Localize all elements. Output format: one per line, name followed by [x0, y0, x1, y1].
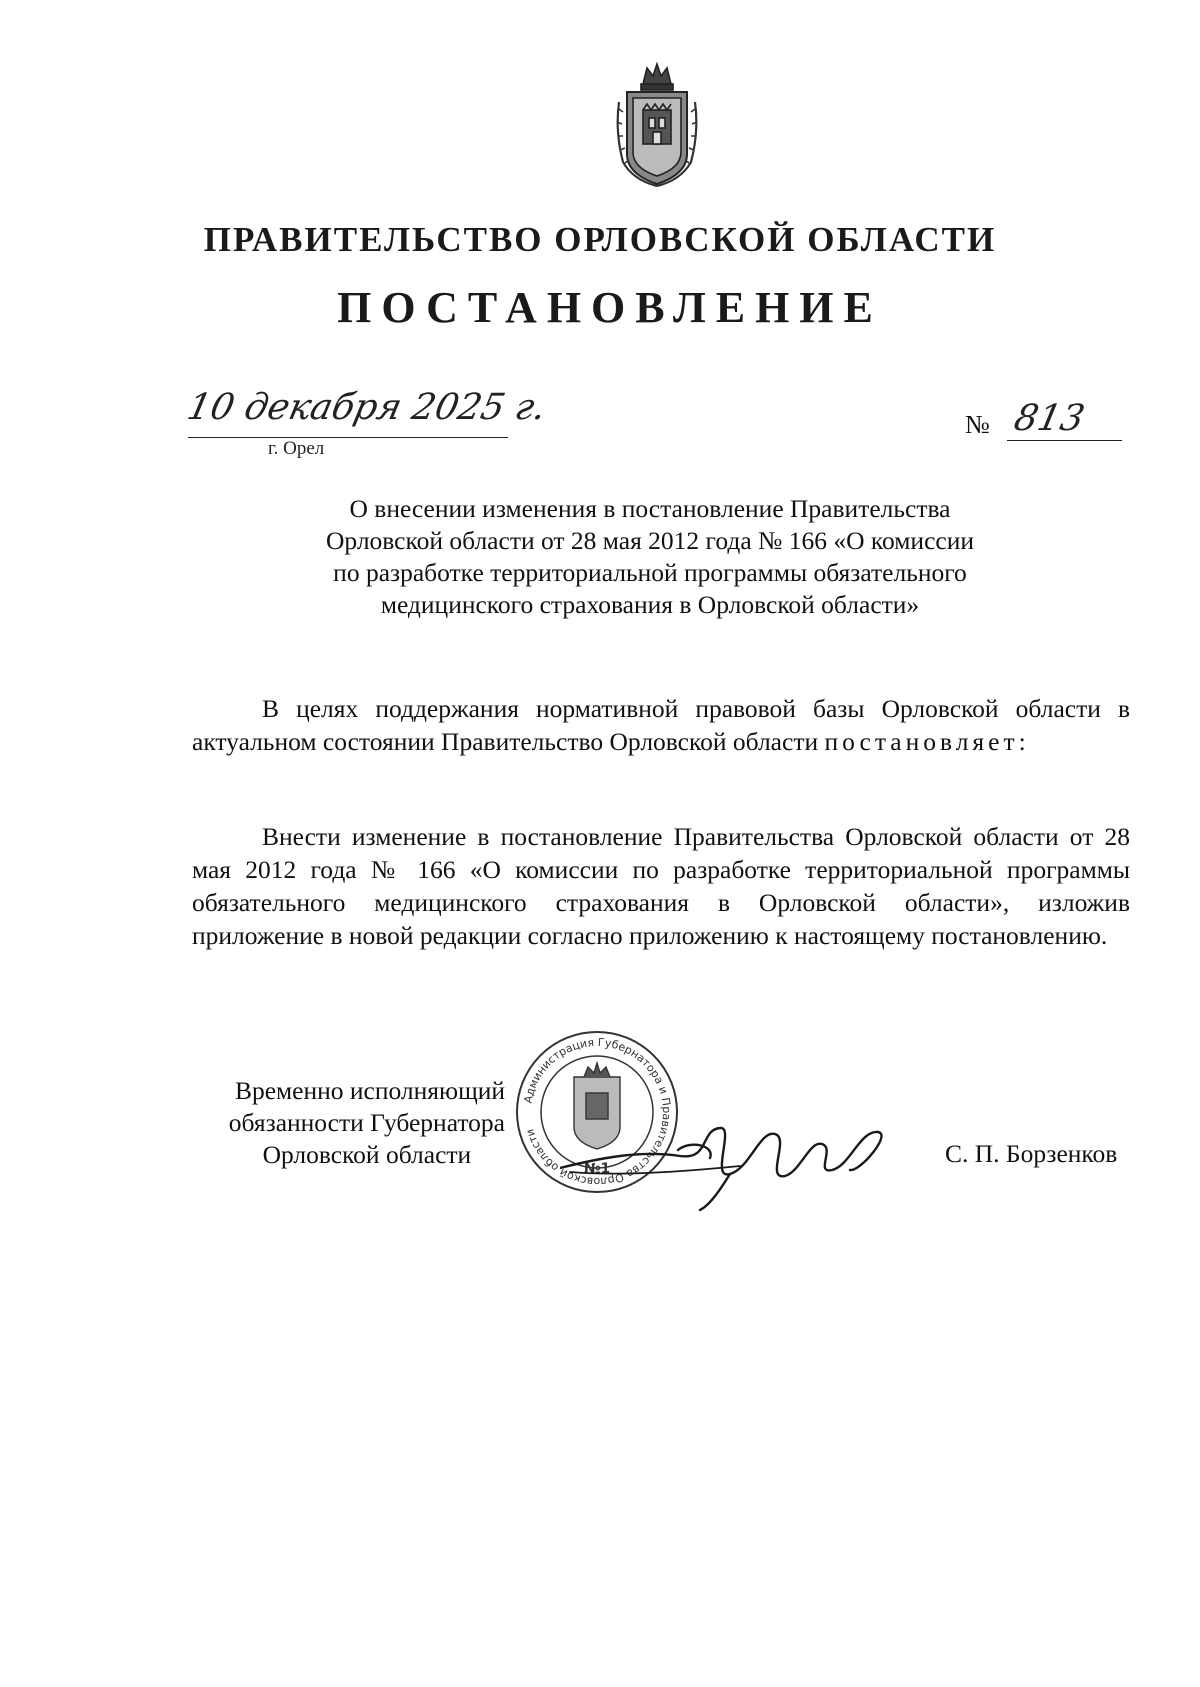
resolution-text: Внести изменение в постановление Правительства Орловской области от 28 мая 2012 года № 166 «О комиссии по разработке территориальной программы обязательного медицинского страхования в Орловской области», изложив приложение в новой редакции согласно приложению к настоящему постановлению. [192, 822, 1130, 950]
document-number-field [965, 400, 1125, 442]
signatory-position-line: Временно исполняющий [234, 1076, 505, 1105]
signatory-position-line: обязанности Губернатора [228, 1108, 505, 1137]
subject-line: по разработке территориальной программы обязательного [333, 558, 967, 587]
handwritten-number: 813 [1010, 398, 1089, 439]
city-label: г. Орел [268, 438, 325, 459]
stamp-number: №1 [583, 1161, 611, 1177]
subject-line: Орловской области от 28 мая 2012 года № 166 «О комиссии [325, 526, 974, 555]
resolution-paragraph [192, 820, 1130, 952]
coat-of-arms-emblem [613, 62, 701, 188]
stamp-text: Администрация Губернатора и Правительства Орловской области [521, 1035, 674, 1189]
handwritten-date: 10 декабря 2025 г. [183, 387, 550, 428]
government-title: ПРАВИТЕЛЬСТВО ОРЛОВСКОЙ ОБЛАСТИ [203, 220, 997, 259]
number-sign: № [965, 410, 990, 439]
handwritten-signature [560, 1110, 900, 1220]
number-underline [1007, 440, 1122, 441]
document-type-title: ПОСТАНОВЛЕНИЕ [337, 283, 883, 332]
preamble-text: В целях поддержания нормативной правовой базы Орловской области в актуальном состоянии Правительство Орловской области [192, 694, 1130, 756]
resolution-word: постановляет: [824, 727, 1030, 756]
preamble-paragraph [192, 692, 1130, 758]
subject-line: О внесении изменения в постановление Правительства [349, 494, 951, 523]
signer-name: С. П. Борзенков [945, 1139, 1118, 1168]
document-subject [240, 493, 1060, 621]
subject-line: медицинского страхования в Орловской области» [380, 590, 920, 619]
signatory-position [229, 1075, 505, 1171]
signatory-position-line: Орловской области [262, 1140, 472, 1169]
date-field [183, 387, 550, 438]
